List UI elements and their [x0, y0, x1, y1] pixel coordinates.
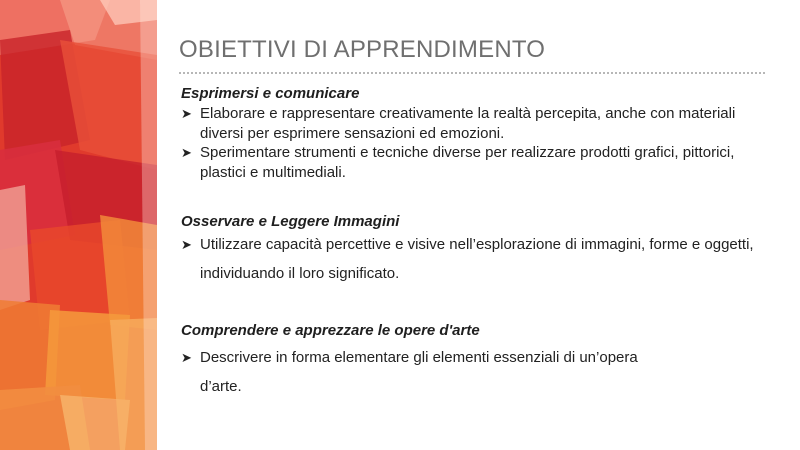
arrowhead-icon: ➤ — [181, 106, 192, 121]
title-divider — [179, 72, 765, 74]
bullet-text: Utilizzare capacità percettive e visive nell’esplorazione di immagini, forme e oggetti, individuando il loro significato. — [200, 236, 754, 282]
section-heading: Esprimersi e comunicare — [181, 85, 360, 102]
bullet-item — [181, 343, 771, 401]
section-heading: Osservare e Leggere Immagini — [181, 213, 400, 230]
bullet-item — [181, 104, 771, 143]
slide-title: OBIETTIVI DI APPRENDIMENTO — [179, 36, 546, 63]
slide-content — [157, 0, 800, 450]
bullet-text: Descrivere in forma elementare gli elementi essenziali di un’opera d’arte. — [200, 349, 638, 395]
abstract-painting-image — [0, 0, 157, 450]
bullet-text: Elaborare e rappresentare creativamente la realtà percepita, anche con materiali diversi per esprimere sensazioni ed emozioni. — [200, 105, 736, 142]
bullet-text: Sperimentare strumenti e tecniche diverse per realizzare prodotti grafici, pittorici, plastici e multimediali. — [200, 144, 735, 181]
section-osservare — [181, 213, 771, 288]
section-heading: Comprendere e apprezzare le opere d'arte — [181, 322, 480, 339]
arrowhead-icon: ➤ — [181, 350, 192, 365]
decorative-art-panel — [0, 0, 157, 450]
bullet-item — [181, 230, 771, 288]
section-comprendere — [181, 322, 771, 401]
arrowhead-icon: ➤ — [181, 145, 192, 160]
section-esprimersi — [181, 85, 771, 182]
bullet-item — [181, 143, 771, 182]
arrowhead-icon: ➤ — [181, 237, 192, 252]
